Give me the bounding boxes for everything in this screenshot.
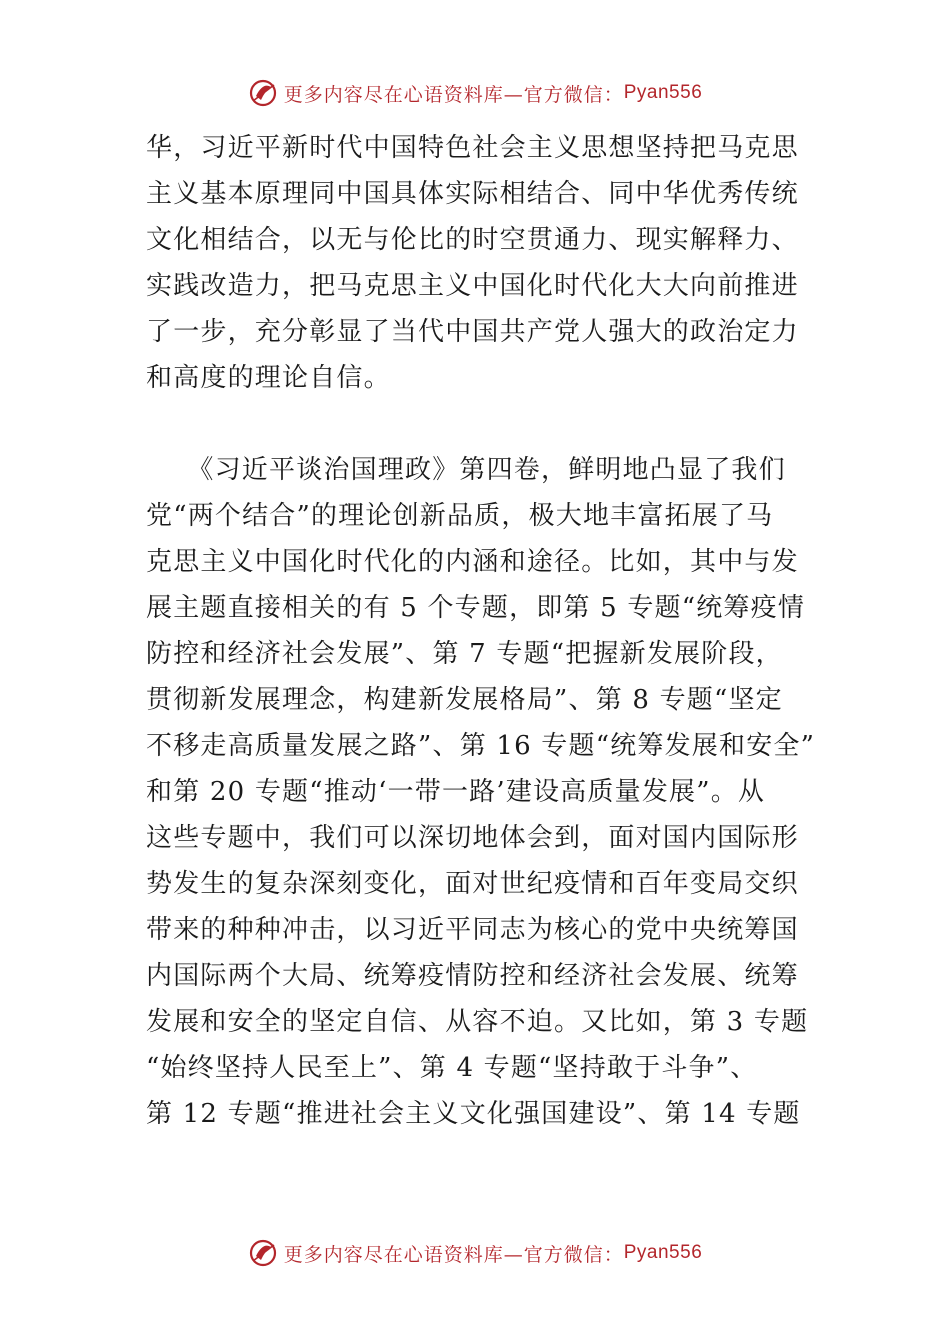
paragraph-2 (146, 447, 816, 1137)
text-line: 防控和经济社会发展”、第 7 专题“把握新发展阶段， (146, 639, 783, 669)
text-line: “始终坚持人民至上”、第 4 专题“坚持敢于斗争”、 (146, 1053, 758, 1083)
footer-wechat-id: Pyan556 (623, 1242, 703, 1263)
text-line: 发展和安全的坚定自信、从容不迫。又比如，第 3 专题 (146, 1007, 809, 1037)
text-line: 实践改造力，把马克思主义中国化时代化大大向前推进 (146, 271, 799, 301)
text-line: 不移走高质量发展之路”、第 16 专题“统筹发展和安全” (146, 731, 816, 761)
paragraph-gap (146, 401, 806, 447)
footer-banner (0, 1233, 950, 1273)
text-line: 《习近平谈治国理政》第四卷，鲜明地凸显了我们 (146, 455, 786, 485)
text-line: 和第 20 专题“推动‘一带一路’建设高质量发展”。从 (146, 777, 766, 807)
header-banner (0, 73, 950, 113)
text-line: 展主题直接相关的有 5 个专题，即第 5 专题“统筹疫情 (146, 593, 806, 623)
text-line: 势发生的复杂深刻变化，面对世纪疫情和百年变局交织 (146, 869, 799, 899)
brand-logo-icon (248, 1238, 278, 1268)
text-line: 带来的种种冲击，以习近平同志为核心的党中央统筹国 (146, 915, 799, 945)
text-line: 了一步，充分彰显了当代中国共产党人强大的政治定力 (146, 317, 799, 347)
brand-logo-icon (248, 78, 278, 108)
text-line: 和高度的理论自信。 (146, 363, 391, 393)
document-body (146, 125, 816, 1137)
text-line: 这些专题中，我们可以深切地体会到，面对国内国际形 (146, 823, 799, 853)
footer-banner-text: 更多内容尽在心语资料库—官方微信： (283, 1243, 624, 1266)
text-line: 内国际两个大局、统筹疫情防控和经济社会发展、统筹 (146, 961, 799, 991)
text-line: 克思主义中国化时代化的内涵和途径。比如，其中与发 (146, 547, 799, 577)
text-line: 主义基本原理同中国具体实际相结合、同中华优秀传统 (146, 179, 799, 209)
text-line: 第 12 专题“推进社会主义文化强国建设”、第 14 专题 (146, 1099, 801, 1129)
text-line: 文化相结合，以无与伦比的时空贯通力、现实解释力、 (146, 225, 799, 255)
text-line: 党“两个结合”的理论创新品质，极大地丰富拓展了马 (146, 501, 774, 531)
header-wechat-id: Pyan556 (623, 82, 703, 103)
paragraph-1 (146, 125, 806, 401)
header-banner-text: 更多内容尽在心语资料库—官方微信： (283, 83, 624, 106)
text-line: 贯彻新发展理念，构建新发展格局”、第 8 专题“坚定 (146, 685, 783, 715)
text-line: 华，习近平新时代中国特色社会主义思想坚持把马克思 (146, 133, 799, 163)
